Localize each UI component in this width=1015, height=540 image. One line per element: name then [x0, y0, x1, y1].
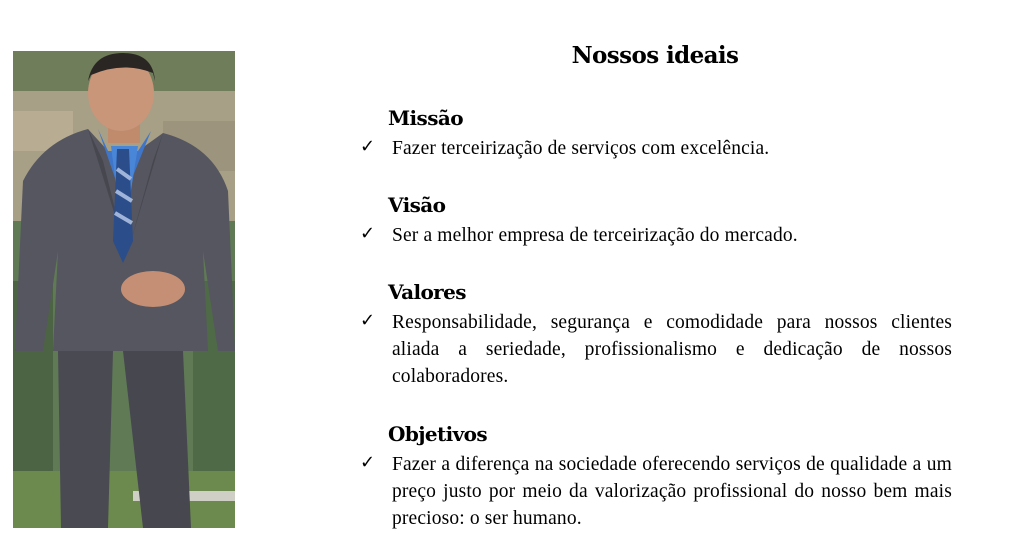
- section-heading: Visão: [388, 193, 446, 217]
- bullet-item: [360, 135, 952, 162]
- check-mark-icon: ✓: [360, 136, 376, 157]
- person-photo: [13, 51, 235, 528]
- check-mark-icon: ✓: [360, 452, 376, 473]
- bullet-text: Fazer a diferença na sociedade oferecendo serviços de qualidade a um preço justo por meio da valorização profissional do nosso bem mais precioso: o ser humano.: [392, 454, 952, 529]
- section-heading: Valores: [388, 280, 466, 304]
- bullet-text: Fazer terceirização de serviços com excelência.: [392, 138, 770, 159]
- bullet-text: Ser a melhor empresa de terceirização do mercado.: [392, 225, 798, 246]
- bullet-item: [360, 222, 952, 249]
- check-mark-icon: ✓: [360, 223, 376, 244]
- page-title: Nossos ideais: [571, 42, 739, 69]
- section-heading: Objetivos: [388, 422, 488, 446]
- check-mark-icon: ✓: [360, 310, 376, 331]
- bullet-item: [360, 309, 952, 390]
- section-heading: Missão: [388, 106, 463, 130]
- bullet-item: [360, 451, 952, 532]
- bullet-text: Responsabilidade, segurança e comodidade para nossos clientes aliada a seriedade, profissionalismo e dedicação de nossos colaboradores.: [392, 312, 952, 387]
